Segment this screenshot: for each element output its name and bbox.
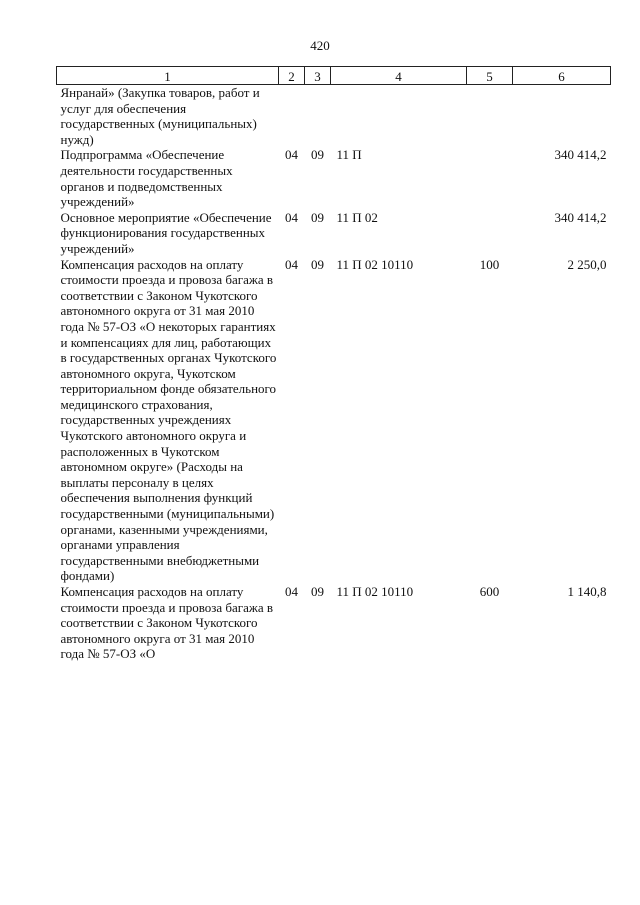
page-number: 420 bbox=[310, 38, 330, 53]
table-row bbox=[57, 210, 611, 257]
row-target-article: 11 П 02 10110 bbox=[336, 256, 414, 272]
row-name: Основное мероприятие «Обеспечение функционирования государственных учреждений» bbox=[60, 209, 272, 256]
row-name: Янранай» (Закупка товаров, работ и услуг для обеспечения государственных (муниципальных) нужд) bbox=[60, 85, 260, 147]
row-subsection: 09 bbox=[311, 256, 324, 272]
header-col-5: 5 bbox=[467, 67, 513, 85]
table-row bbox=[57, 584, 611, 662]
row-subsection: 09 bbox=[311, 584, 324, 599]
row-expense-type: 600 bbox=[479, 584, 500, 599]
header-col-4: 4 bbox=[331, 67, 467, 85]
row-subsection: 09 bbox=[311, 147, 324, 163]
row-expense-type bbox=[467, 147, 513, 209]
row-target-article: 11 П 02 10110 bbox=[336, 584, 414, 599]
row-amount: 340 414,2 bbox=[554, 147, 607, 163]
row-name: Компенсация расходов на оплату стоимости проезда и провоза багажа в соответствии с Законом Чукотского автономного округа от 31 мая 2010 года № 57-ОЗ «О некоторых гарантиях и компенсациях для лиц, работающих в государственных органах Чукотского автономного округа, Чукотском территориальном фонде обязательного медицинского страхования, государственных учреждениях Чукотского автономного округа и расположенных в Чукотском автономном округе» (Расходы на выплаты персоналу в целях обеспечения выполнения функций государственными (муниципальными) органами, казенными учреждениями, органами управления государственными внебюджетными фондами) bbox=[60, 256, 277, 584]
row-amount: 1 140,8 bbox=[567, 584, 607, 599]
row-section: 04 bbox=[285, 209, 298, 225]
row-amount: 340 414,2 bbox=[554, 209, 607, 225]
row-name: Подпрограмма «Обеспечение деятельности государственных органов и подведомственных учреждений» bbox=[60, 147, 233, 210]
row-expense-type: 100 bbox=[479, 256, 500, 272]
row-amount: 2 250,0 bbox=[567, 256, 607, 272]
row-expense-type bbox=[467, 210, 513, 257]
table-row bbox=[57, 85, 611, 148]
row-section: 04 bbox=[285, 147, 298, 163]
row-section bbox=[279, 85, 305, 148]
table-row bbox=[57, 257, 611, 584]
row-target-article: 11 П 02 bbox=[336, 209, 378, 225]
row-subsection bbox=[305, 85, 331, 148]
header-col-1: 1 bbox=[57, 67, 279, 85]
row-section: 04 bbox=[285, 256, 298, 272]
row-subsection: 09 bbox=[311, 209, 324, 225]
row-section: 04 bbox=[285, 584, 298, 599]
row-name: Компенсация расходов на оплату стоимости проезда и провоза багажа в соответствии с Законом Чукотского автономного округа от 31 мая 2010 года № 57-ОЗ «О bbox=[60, 584, 274, 662]
row-target-article bbox=[331, 85, 467, 148]
header-col-2: 2 bbox=[279, 67, 305, 85]
header-col-3: 3 bbox=[305, 67, 331, 85]
budget-table bbox=[56, 66, 611, 662]
header-col-6: 6 bbox=[513, 67, 611, 85]
table-header-row bbox=[57, 67, 611, 85]
table-row bbox=[57, 147, 611, 209]
row-expense-type bbox=[467, 85, 513, 148]
row-amount bbox=[513, 85, 611, 148]
row-target-article: 11 П bbox=[336, 147, 362, 163]
